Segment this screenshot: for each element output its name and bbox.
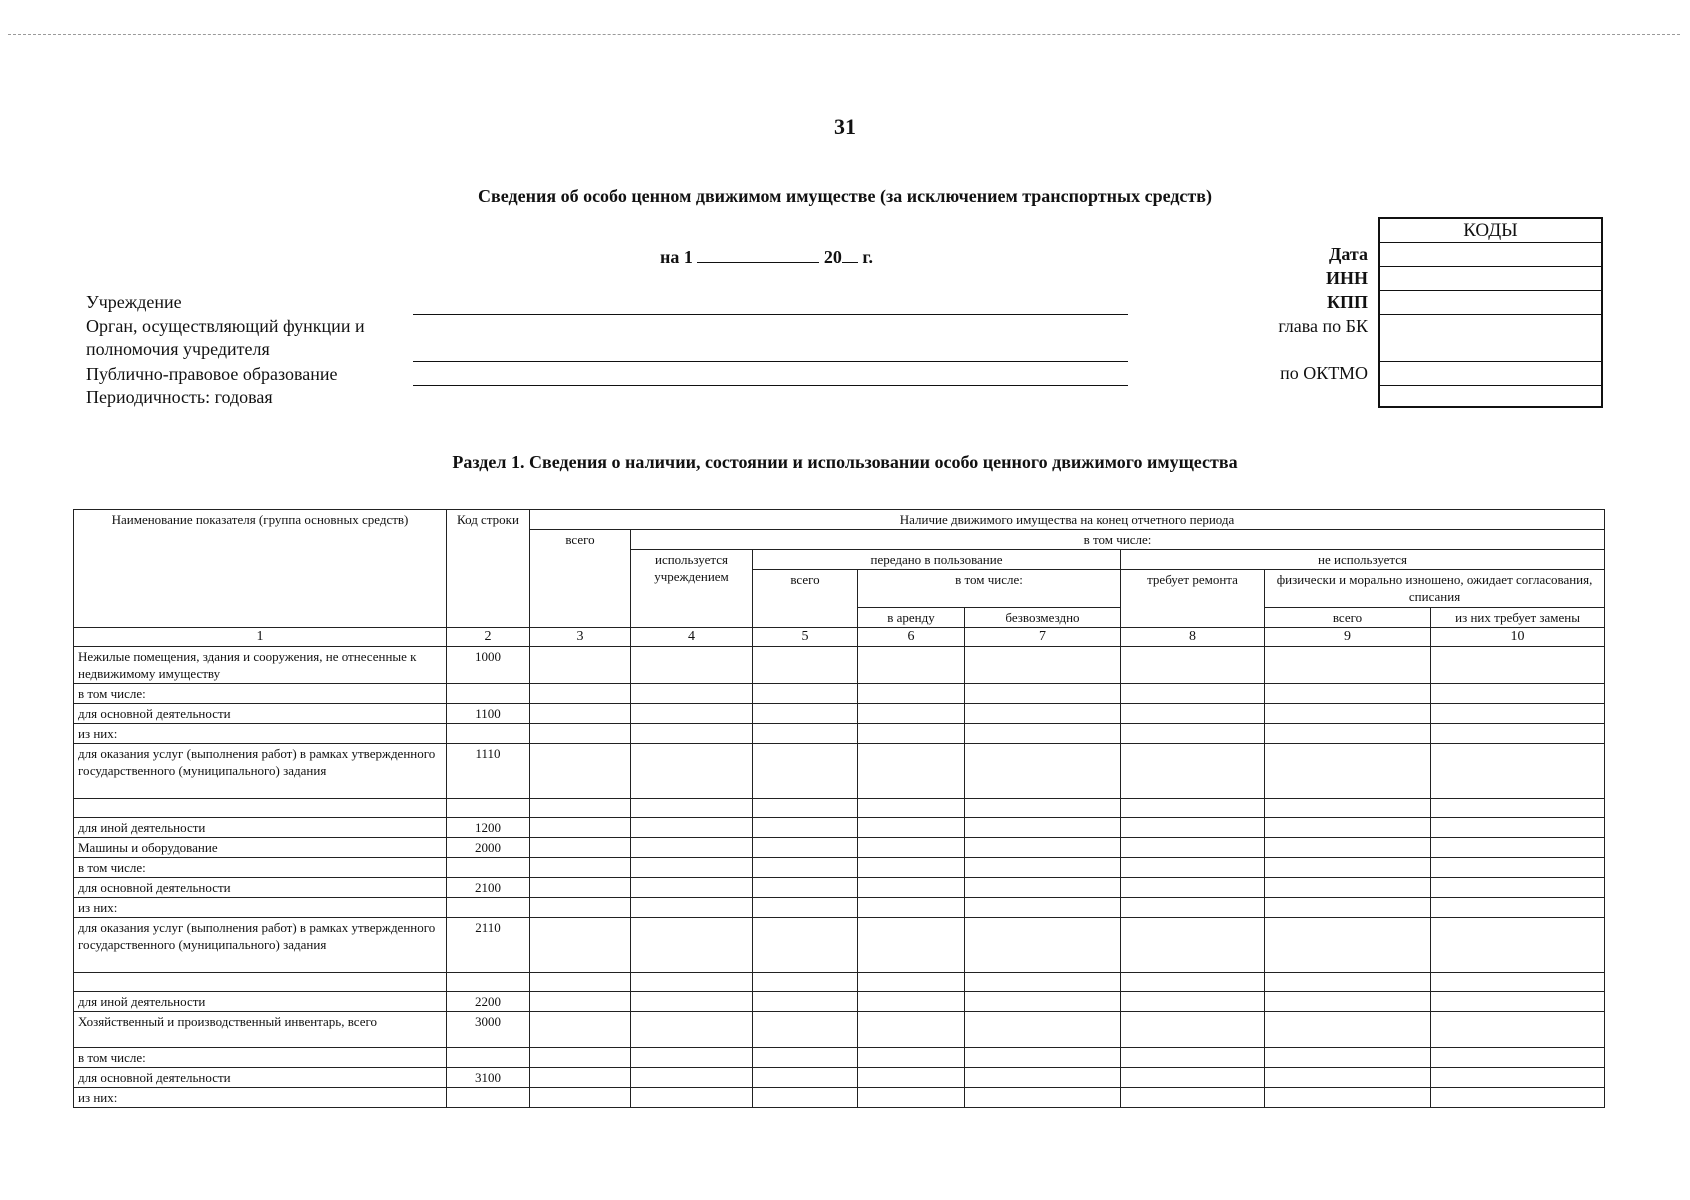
institution-label: Учреждение: [86, 292, 182, 312]
value-cell-col-4[interactable]: [631, 818, 753, 838]
value-cell-col-5[interactable]: [753, 684, 858, 704]
row-label: для оказания услуг (выполнения работ) в рамках утвержденного государственного (муниципального) задания: [74, 918, 447, 973]
row-label: [74, 799, 447, 818]
row-code: [447, 684, 530, 704]
value-cell-col-6[interactable]: [858, 1068, 965, 1088]
value-cell-col-8[interactable]: [1121, 992, 1265, 1012]
codes-label-kpp: КПП: [1326, 292, 1368, 312]
value-cell-col-10[interactable]: [1431, 1048, 1605, 1068]
codes-label-inn: ИНН: [1325, 268, 1368, 288]
value-cell-col-4[interactable]: [631, 1048, 753, 1068]
row-label: из них:: [74, 724, 447, 744]
value-cell-col-9[interactable]: [1265, 918, 1431, 973]
value-cell-col-6[interactable]: [858, 858, 965, 878]
row-label: Хозяйственный и производственный инвентарь, всего: [74, 1012, 447, 1048]
value-cell-col-9[interactable]: [1265, 1088, 1431, 1108]
table-row: [74, 818, 1605, 838]
row-code: [447, 724, 530, 744]
table-row: [74, 684, 1605, 704]
property-table: [73, 509, 1605, 1108]
value-cell-col-7[interactable]: [965, 973, 1121, 992]
column-number: 4: [631, 628, 753, 647]
value-cell-col-8[interactable]: [1121, 799, 1265, 818]
value-cell-col-7[interactable]: [965, 704, 1121, 724]
value-cell-col-5[interactable]: [753, 704, 858, 724]
document-title: Сведения об особо ценном движимом имуществе (за исключением транспортных средств): [478, 186, 1212, 206]
value-cell-col-9[interactable]: [1265, 858, 1431, 878]
value-cell-col-4[interactable]: [631, 684, 753, 704]
value-cell-col-7[interactable]: [965, 1012, 1121, 1048]
value-cell-col-8[interactable]: [1121, 744, 1265, 799]
row-code: 3000: [447, 1012, 530, 1048]
value-cell-col-7[interactable]: [965, 1068, 1121, 1088]
codes-header: КОДЫ: [1380, 219, 1601, 243]
value-cell-col-10[interactable]: [1431, 878, 1605, 898]
year-blank[interactable]: [842, 246, 858, 263]
value-cell-col-5[interactable]: [753, 744, 858, 799]
value-cell-col-10[interactable]: [1431, 704, 1605, 724]
row-code: 1200: [447, 818, 530, 838]
row-label: в том числе:: [74, 684, 447, 704]
value-cell-col-6[interactable]: [858, 992, 965, 1012]
value-cell-col-7[interactable]: [965, 1088, 1121, 1108]
value-cell-col-3[interactable]: [530, 898, 631, 918]
table-row: [74, 973, 1605, 992]
table-row: [74, 858, 1605, 878]
header-not-used: не используется: [1121, 550, 1605, 570]
row-code: 1100: [447, 704, 530, 724]
header-including: в том числе:: [631, 530, 1605, 550]
header-code: Код строки: [447, 510, 530, 628]
value-cell-col-4[interactable]: [631, 704, 753, 724]
header-name: Наименование показателя (группа основных средств): [74, 510, 447, 628]
value-cell-col-10[interactable]: [1431, 918, 1605, 973]
value-cell-col-10[interactable]: [1431, 838, 1605, 858]
row-label: для иной деятельности: [74, 992, 447, 1012]
value-cell-col-7[interactable]: [965, 878, 1121, 898]
row-code: [447, 1088, 530, 1108]
column-number: 2: [447, 628, 530, 647]
value-cell-col-8[interactable]: [1121, 838, 1265, 858]
value-cell-col-3[interactable]: [530, 799, 631, 818]
value-cell-col-9[interactable]: [1265, 898, 1431, 918]
value-cell-col-4[interactable]: [631, 724, 753, 744]
value-cell-col-6[interactable]: [858, 918, 965, 973]
value-cell-col-3[interactable]: [530, 724, 631, 744]
header-used-by-institution: используется учреждением: [631, 550, 753, 628]
value-cell-col-10[interactable]: [1431, 744, 1605, 799]
table-row: [74, 898, 1605, 918]
header-availability: Наличие движимого имущества на конец отчетного периода: [530, 510, 1605, 530]
row-code: 1000: [447, 647, 530, 684]
value-cell-col-6[interactable]: [858, 704, 965, 724]
value-cell-col-5[interactable]: [753, 973, 858, 992]
row-label: Нежилые помещения, здания и сооружения, не отнесенные к недвижимому имуществу: [74, 647, 447, 684]
value-cell-col-7[interactable]: [965, 744, 1121, 799]
section-title: Раздел 1. Сведения о наличии, состоянии и использовании особо ценного движимого имущества: [452, 452, 1238, 472]
top-scan-line: [8, 34, 1680, 35]
value-cell-col-10[interactable]: [1431, 799, 1605, 818]
institution-field[interactable]: [413, 314, 1128, 315]
periodicity-label: Периодичность: годовая: [86, 387, 273, 407]
value-cell-col-7[interactable]: [965, 918, 1121, 973]
value-cell-col-9[interactable]: [1265, 647, 1431, 684]
value-cell-col-4[interactable]: [631, 1068, 753, 1088]
table-row: [74, 744, 1605, 799]
value-cell-col-4[interactable]: [631, 973, 753, 992]
header-lease: в аренду: [858, 608, 965, 628]
value-cell-col-4[interactable]: [631, 878, 753, 898]
value-cell-col-7[interactable]: [965, 838, 1121, 858]
value-cell-col-7[interactable]: [965, 1048, 1121, 1068]
value-cell-col-7[interactable]: [965, 799, 1121, 818]
header-transferred-including: в том числе:: [858, 570, 1121, 608]
value-cell-col-7[interactable]: [965, 898, 1121, 918]
value-cell-col-6[interactable]: [858, 818, 965, 838]
value-cell-col-4[interactable]: [631, 898, 753, 918]
code-field-date[interactable]: [1380, 243, 1601, 267]
date-prefix: на 1: [660, 247, 693, 267]
header-transferred-total: всего: [753, 570, 858, 628]
code-field-inn[interactable]: [1380, 267, 1601, 291]
value-cell-col-5[interactable]: [753, 992, 858, 1012]
value-cell-col-8[interactable]: [1121, 704, 1265, 724]
value-cell-col-9[interactable]: [1265, 799, 1431, 818]
value-cell-col-6[interactable]: [858, 684, 965, 704]
value-cell-col-3[interactable]: [530, 818, 631, 838]
value-cell-col-9[interactable]: [1265, 1068, 1431, 1088]
value-cell-col-7[interactable]: [965, 818, 1121, 838]
value-cell-col-5[interactable]: [753, 1012, 858, 1048]
table-row: [74, 704, 1605, 724]
value-cell-col-9[interactable]: [1265, 1012, 1431, 1048]
value-cell-col-6[interactable]: [858, 744, 965, 799]
column-number: 6: [858, 628, 965, 647]
value-cell-col-7[interactable]: [965, 992, 1121, 1012]
row-code: [447, 858, 530, 878]
value-cell-col-6[interactable]: [858, 647, 965, 684]
codes-box: [1378, 217, 1603, 408]
value-cell-col-9[interactable]: [1265, 838, 1431, 858]
value-cell-col-3[interactable]: [530, 704, 631, 724]
value-cell-col-10[interactable]: [1431, 724, 1605, 744]
value-cell-col-8[interactable]: [1121, 1048, 1265, 1068]
value-cell-col-7[interactable]: [965, 684, 1121, 704]
value-cell-col-8[interactable]: [1121, 918, 1265, 973]
value-cell-col-9[interactable]: [1265, 992, 1431, 1012]
value-cell-col-9[interactable]: [1265, 1048, 1431, 1068]
value-cell-col-6[interactable]: [858, 724, 965, 744]
row-code: [447, 973, 530, 992]
public-entity-label: Публично-правовое образование: [86, 364, 338, 384]
value-cell-col-5[interactable]: [753, 1088, 858, 1108]
value-cell-col-4[interactable]: [631, 799, 753, 818]
row-label: из них:: [74, 1088, 447, 1108]
row-code: [447, 1048, 530, 1068]
table-row: [74, 992, 1605, 1012]
value-cell-col-5[interactable]: [753, 838, 858, 858]
value-cell-col-8[interactable]: [1121, 878, 1265, 898]
founder-field[interactable]: [413, 361, 1128, 362]
value-cell-col-6[interactable]: [858, 1088, 965, 1108]
value-cell-col-3[interactable]: [530, 744, 631, 799]
table-row: [74, 878, 1605, 898]
value-cell-col-8[interactable]: [1121, 858, 1265, 878]
value-cell-col-8[interactable]: [1121, 1068, 1265, 1088]
code-field-bk[interactable]: [1380, 315, 1601, 362]
table-row: [74, 1048, 1605, 1068]
row-code: 2200: [447, 992, 530, 1012]
value-cell-col-8[interactable]: [1121, 973, 1265, 992]
column-number: 7: [965, 628, 1121, 647]
value-cell-col-6[interactable]: [858, 973, 965, 992]
value-cell-col-7[interactable]: [965, 647, 1121, 684]
value-cell-col-10[interactable]: [1431, 1088, 1605, 1108]
date-suffix: г.: [862, 247, 874, 267]
value-cell-col-3[interactable]: [530, 1048, 631, 1068]
value-cell-col-3[interactable]: [530, 878, 631, 898]
value-cell-col-3[interactable]: [530, 973, 631, 992]
value-cell-col-3[interactable]: [530, 918, 631, 973]
value-cell-col-4[interactable]: [631, 918, 753, 973]
codes-label-oktmo: по ОКТМО: [1280, 363, 1368, 383]
row-label: Машины и оборудование: [74, 838, 447, 858]
value-cell-col-3[interactable]: [530, 1068, 631, 1088]
value-cell-col-4[interactable]: [631, 992, 753, 1012]
value-cell-col-5[interactable]: [753, 1068, 858, 1088]
date-blank[interactable]: [697, 246, 819, 263]
row-label: для оказания услуг (выполнения работ) в рамках утвержденного государственного (муниципального) задания: [74, 744, 447, 799]
table-row: [74, 799, 1605, 818]
value-cell-col-5[interactable]: [753, 1048, 858, 1068]
column-number: 8: [1121, 628, 1265, 647]
value-cell-col-8[interactable]: [1121, 724, 1265, 744]
codes-label-bk: глава по БК: [1278, 316, 1368, 336]
column-number: 5: [753, 628, 858, 647]
value-cell-col-5[interactable]: [753, 878, 858, 898]
value-cell-col-5[interactable]: [753, 918, 858, 973]
value-cell-col-3[interactable]: [530, 1012, 631, 1048]
header-total: всего: [530, 530, 631, 628]
value-cell-col-5[interactable]: [753, 858, 858, 878]
table-row: [74, 724, 1605, 744]
value-cell-col-10[interactable]: [1431, 858, 1605, 878]
row-code: 3100: [447, 1068, 530, 1088]
value-cell-col-8[interactable]: [1121, 1088, 1265, 1108]
code-field-periodicity[interactable]: [1380, 386, 1601, 406]
value-cell-col-10[interactable]: [1431, 1068, 1605, 1088]
report-date-line: [660, 246, 873, 268]
header-needs-repair: требует ремонта: [1121, 570, 1265, 628]
value-cell-col-8[interactable]: [1121, 1012, 1265, 1048]
value-cell-col-8[interactable]: [1121, 684, 1265, 704]
value-cell-col-3[interactable]: [530, 992, 631, 1012]
table-row: [74, 647, 1605, 684]
value-cell-col-10[interactable]: [1431, 973, 1605, 992]
table-row: [74, 918, 1605, 973]
row-code: 2000: [447, 838, 530, 858]
row-code: [447, 898, 530, 918]
value-cell-col-9[interactable]: [1265, 704, 1431, 724]
value-cell-col-4[interactable]: [631, 647, 753, 684]
founder-label: Орган, осуществляющий функции и полномочия учредителя: [86, 316, 365, 359]
row-code: 1110: [447, 744, 530, 799]
value-cell-col-3[interactable]: [530, 1088, 631, 1108]
column-number: 9: [1265, 628, 1431, 647]
value-cell-col-5[interactable]: [753, 818, 858, 838]
value-cell-col-3[interactable]: [530, 858, 631, 878]
value-cell-col-7[interactable]: [965, 724, 1121, 744]
row-label: для основной деятельности: [74, 878, 447, 898]
table-row: [74, 1088, 1605, 1108]
value-cell-col-8[interactable]: [1121, 818, 1265, 838]
row-label: [74, 973, 447, 992]
row-label: для основной деятельности: [74, 704, 447, 724]
value-cell-col-6[interactable]: [858, 1012, 965, 1048]
row-code: 2100: [447, 878, 530, 898]
value-cell-col-7[interactable]: [965, 858, 1121, 878]
code-field-kpp[interactable]: [1380, 291, 1601, 315]
value-cell-col-10[interactable]: [1431, 898, 1605, 918]
value-cell-col-4[interactable]: [631, 858, 753, 878]
row-code: [447, 799, 530, 818]
value-cell-col-3[interactable]: [530, 684, 631, 704]
row-code: 2110: [447, 918, 530, 973]
value-cell-col-9[interactable]: [1265, 744, 1431, 799]
value-cell-col-10[interactable]: [1431, 818, 1605, 838]
value-cell-col-6[interactable]: [858, 838, 965, 858]
value-cell-col-5[interactable]: [753, 724, 858, 744]
value-cell-col-5[interactable]: [753, 799, 858, 818]
value-cell-col-4[interactable]: [631, 744, 753, 799]
row-label: из них:: [74, 898, 447, 918]
header-worn-replace: из них требует замены: [1431, 608, 1605, 628]
value-cell-col-10[interactable]: [1431, 1012, 1605, 1048]
row-label: в том числе:: [74, 858, 447, 878]
value-cell-col-10[interactable]: [1431, 647, 1605, 684]
value-cell-col-10[interactable]: [1431, 684, 1605, 704]
public-entity-field[interactable]: [413, 385, 1128, 386]
row-label: для иной деятельности: [74, 818, 447, 838]
column-number: 1: [74, 628, 447, 647]
column-number: 10: [1431, 628, 1605, 647]
header-worn-total: всего: [1265, 608, 1431, 628]
value-cell-col-8[interactable]: [1121, 647, 1265, 684]
value-cell-col-3[interactable]: [530, 838, 631, 858]
row-label: в том числе:: [74, 1048, 447, 1068]
value-cell-col-5[interactable]: [753, 647, 858, 684]
value-cell-col-9[interactable]: [1265, 878, 1431, 898]
value-cell-col-3[interactable]: [530, 647, 631, 684]
page-number: 31: [834, 114, 856, 139]
codes-label-date: Дата: [1329, 244, 1368, 264]
value-cell-col-4[interactable]: [631, 1012, 753, 1048]
value-cell-col-5[interactable]: [753, 898, 858, 918]
value-cell-col-9[interactable]: [1265, 684, 1431, 704]
value-cell-col-6[interactable]: [858, 878, 965, 898]
header-free-use: безвозмездно: [965, 608, 1121, 628]
header-transferred: передано в пользование: [753, 550, 1121, 570]
value-cell-col-6[interactable]: [858, 898, 965, 918]
table-row: [74, 1068, 1605, 1088]
header-worn-out: физически и морально изношено, ожидает согласования, списания: [1265, 570, 1605, 608]
date-year: 20: [823, 247, 842, 267]
value-cell-col-6[interactable]: [858, 1048, 965, 1068]
code-field-oktmo[interactable]: [1380, 362, 1601, 386]
value-cell-col-9[interactable]: [1265, 724, 1431, 744]
value-cell-col-4[interactable]: [631, 1088, 753, 1108]
column-number: 3: [530, 628, 631, 647]
value-cell-col-9[interactable]: [1265, 818, 1431, 838]
table-row: [74, 1012, 1605, 1048]
table-row: [74, 838, 1605, 858]
value-cell-col-8[interactable]: [1121, 898, 1265, 918]
value-cell-col-9[interactable]: [1265, 973, 1431, 992]
value-cell-col-6[interactable]: [858, 799, 965, 818]
value-cell-col-4[interactable]: [631, 838, 753, 858]
value-cell-col-10[interactable]: [1431, 992, 1605, 1012]
row-label: для основной деятельности: [74, 1068, 447, 1088]
